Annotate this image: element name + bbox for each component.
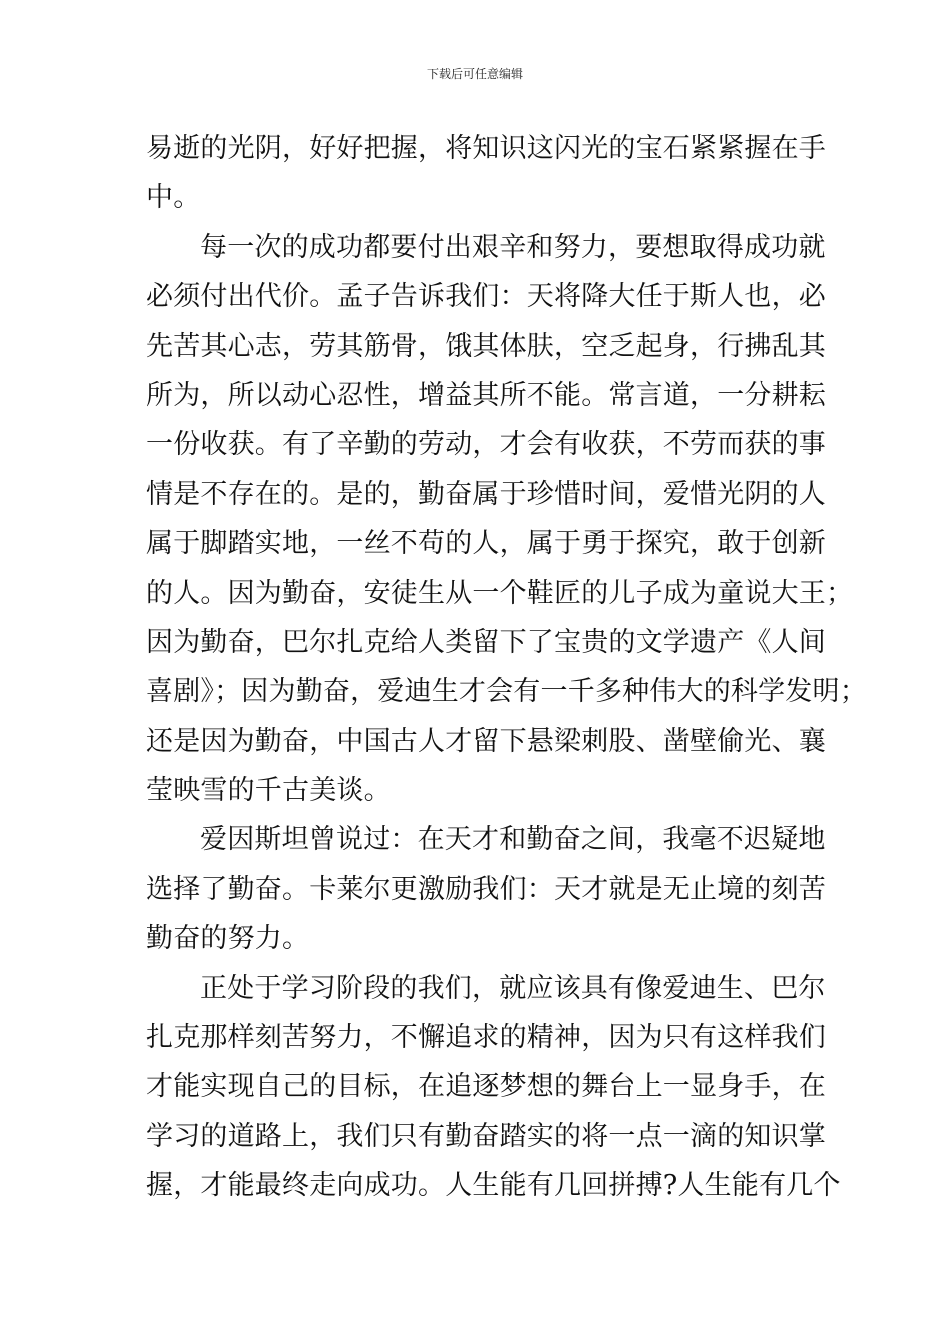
text-line: 的人。因为勤奋，安徒生从一个鞋匠的儿子成为童说大王；	[146, 577, 854, 609]
page-header-note: 下载后可任意编辑	[426, 67, 523, 81]
text-line: 易逝的光阴，好好把握，将知识这闪光的宝石紧紧握在手	[146, 133, 826, 164]
text-line: 才能实现自己的目标，在追逐梦想的舞台上一显身手，在	[146, 1071, 826, 1103]
text-line: 莹映雪的千古美谈。	[146, 775, 391, 807]
text-line: 扎克那样刻苦努力，不懈追求的精神，因为只有这样我们	[146, 1022, 826, 1054]
paragraph-start-line: 每一次的成功都要付出艰辛和努力，要想取得成功就	[200, 231, 826, 263]
text-line: 握，才能最终走向成功。人生能有几回拼搏?人生能有几个	[146, 1170, 841, 1202]
paragraph-start-line: 正处于学习阶段的我们，就应该具有像爱迪生、巴尔	[200, 972, 826, 1004]
paragraph-start-line: 爱因斯坦曾说过：在天才和勤奋之间，我毫不迟疑地	[200, 824, 826, 856]
text-line: 还是因为勤奋，中国古人才留下悬梁刺股、凿壁偷光、襄	[146, 725, 826, 757]
body-text	[146, 124, 867, 1211]
text-line: 属于脚踏实地，一丝不苟的人，属于勇于探究，敢于创新	[146, 528, 826, 560]
text-line: 因为勤奋，巴尔扎克给人类留下了宝贵的文学遗产《人间	[146, 626, 826, 658]
text-line: 中。	[146, 182, 201, 214]
text-line: 勤奋的努力。	[146, 923, 310, 955]
text-line: 所为，所以动心忍性，增益其所不能。常言道，一分耕耘	[146, 379, 826, 411]
text-line: 情是不存在的。是的，勤奋属于珍惜时间，爱惜光阴的人	[146, 478, 826, 510]
text-line: 先苦其心志，劳其筋骨，饿其体肤，空乏起身，行拂乱其	[146, 330, 826, 362]
text-line: 喜剧》；因为勤奋，爱迪生才会有一千多种伟大的科学发明；	[146, 676, 867, 708]
text-line: 选择了勤奋。卡莱尔更激励我们：天才就是无止境的刻苦	[146, 873, 826, 905]
text-line: 学习的道路上，我们只有勤奋踏实的将一点一滴的知识掌	[146, 1120, 826, 1152]
text-line: 一份收获。有了辛勤的劳动，才会有收获，不劳而获的事	[146, 429, 826, 461]
text-line: 必须付出代价。孟子告诉我们：天将降大任于斯人也，必	[146, 281, 826, 313]
